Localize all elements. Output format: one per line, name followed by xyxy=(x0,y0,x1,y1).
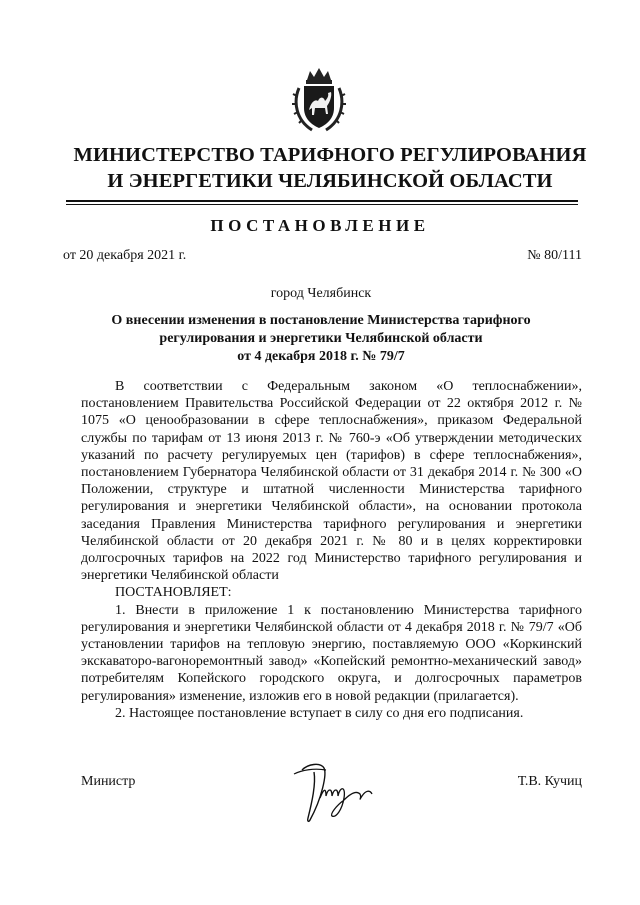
document-type: ПОСТАНОВЛЕНИЕ xyxy=(210,216,430,235)
signer-name: Т.В. Кучиц xyxy=(517,774,582,789)
document-subject xyxy=(60,312,582,366)
document-body xyxy=(81,378,582,722)
subject-line-2: регулирования и энергетики Челябинской области xyxy=(159,331,483,346)
ministry-name xyxy=(60,142,600,194)
subject-line-1: О внесении изменения в постановление Министерства тарифного xyxy=(111,313,531,328)
decree-word: ПОСТАНОВЛЯЕТ: xyxy=(115,585,232,601)
item-1-paragraph: 1. Внести в приложение 1 к постановлению Министерства тарифного регулирования и энергетики Челябинской области от 4 декабря 2018 г. № 79/7 «Об установлении тарифов на тепловую энергию, поставляемую ООО «Коркинский экскаваторо-вагоноремонтный завод» «Копейский ремонтно-механический завод» потребителям Копейского городского округа, и долгосрочных параметров регулирования» изменение, изложив его в новой редакции (прилагается). xyxy=(81,602,582,704)
ministry-line-1: МИНИСТЕРСТВО ТАРИФНОГО РЕГУЛИРОВАНИЯ xyxy=(73,144,587,166)
item-2-paragraph: 2. Настоящее постановление вступает в силу со дня его подписания. xyxy=(115,705,524,721)
signature-icon xyxy=(280,758,410,828)
header-rule-thick xyxy=(66,200,578,202)
header-rule-thin xyxy=(66,204,578,205)
signer-role: Министр xyxy=(81,774,136,789)
document-city: город Челябинск xyxy=(270,286,372,301)
document-date: от 20 декабря 2021 г. xyxy=(63,248,187,263)
subject-line-3: от 4 декабря 2018 г. № 79/7 xyxy=(237,349,405,364)
preamble-paragraph: В соответствии с Федеральным законом «О теплоснабжении», постановлением Правительства Российской Федерации от 22 октября 2012 г. № 1075 «О ценообразовании в сфере теплоснабжения», приказом Федеральной службы по тарифам от 13 июня 2013 г. № 760-э «Об утверждении методических указаний по расчету регулируемых цен (тарифов) в сфере теплоснабжения», постановлением Губернатора Челябинской области от 31 декабря 2014 г. № 300 «О Положении, структуре и штатной численности Министерства тарифного регулирования и энергетики Челябинской области», на основании протокола заседания Правления Министерства тарифного регулирования и энергетики Челябинской области от 20 декабря 2021 г. № 80 и в целях корректировки долгосрочных тарифов на 2022 год Министерство тарифного регулирования и энергетики Челябинской области xyxy=(81,379,582,584)
ministry-line-2: И ЭНЕРГЕТИКИ ЧЕЛЯБИНСКОЙ ОБЛАСТИ xyxy=(107,170,553,192)
coat-of-arms-icon xyxy=(290,66,348,134)
document-number: № 80/111 xyxy=(527,248,582,263)
